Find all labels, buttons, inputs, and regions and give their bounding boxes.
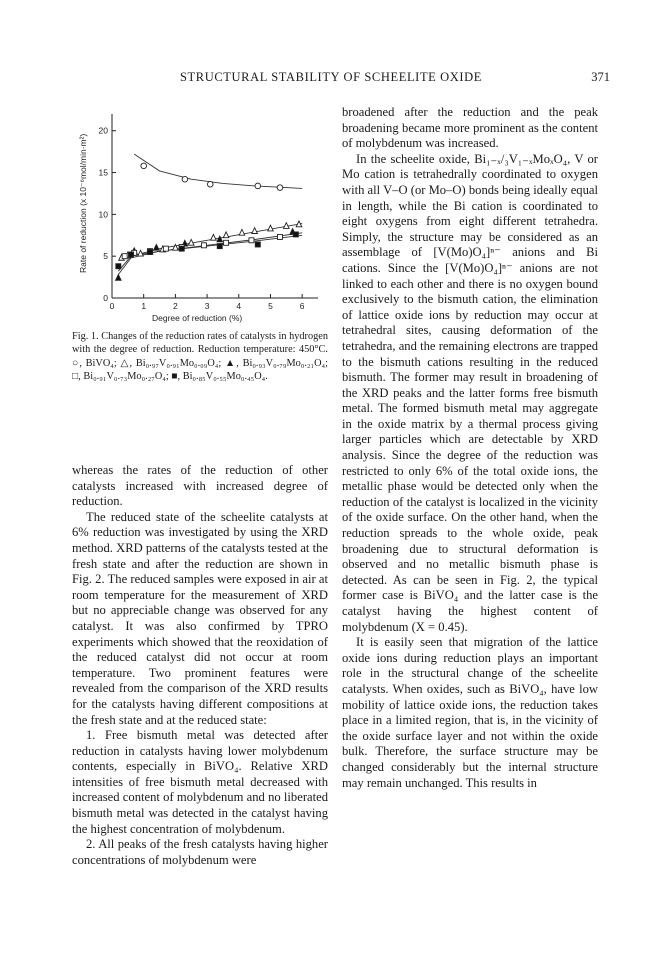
right-column-text	[342, 105, 598, 791]
data-point-circle	[207, 181, 213, 187]
x-tick-label: 0	[109, 301, 115, 311]
x-tick-label: 2	[173, 301, 178, 311]
data-point-triangle	[154, 244, 160, 250]
data-point-square	[277, 234, 282, 239]
x-tick-label: 3	[204, 301, 210, 311]
data-point-square	[217, 244, 222, 249]
data-point-triangle	[211, 234, 217, 240]
x-tick-label: 5	[268, 301, 273, 311]
running-title: STRUCTURAL STABILITY OF SCHEELITE OXIDE	[180, 70, 483, 84]
left-column-text	[72, 463, 328, 868]
paragraph: 1. Free bismuth metal was detected after reduction in catalysts having lower molybdenum contents, especially in BiVO₄. Relative XRD intensities of free bismuth metal decreased with increased content of molybdenum and no liberated bismuth metal was detected in the catalyst having the highest concentration of molybdenum.	[72, 728, 328, 836]
paragraph: The reduced state of the scheelite catalysts at 6% reduction was investigated by using the XRD method. XRD patterns of the catalysts tested at the fresh state and after the reduction are shown in Fig. 2. The reduced samples were exposed in air at room temperature for the measurement of XRD but no appreciable change was observed for any catalyst. It was also confirmed by TPRO experiments which showed that the reoxidation of the reduced catalyst did not occur at room temperature. Two prominent features were revealed from the comparison of the XRD results for the catalysts having different compositions at the fresh state and at the reduced state:	[72, 509, 328, 727]
data-point-triangle	[223, 232, 229, 238]
data-point-square	[129, 252, 134, 257]
chart-marks	[116, 163, 302, 280]
figure-1	[72, 108, 328, 328]
y-axis-label: Rate of reduction (x 10⁻⁶mol/min·m²)	[78, 133, 88, 273]
data-point-triangle	[268, 225, 274, 231]
y-tick-label: 5	[103, 251, 108, 262]
page-header	[70, 70, 610, 90]
data-point-square	[163, 246, 168, 251]
fit-curve	[134, 154, 302, 188]
x-tick-label: 1	[141, 301, 147, 311]
y-tick-label: 10	[98, 209, 108, 220]
paragraph: It is easily seen that migration of the lattice oxide ions during reduction plays an important role in the structural change of the scheelite catalysts. When oxides, such as BiVO₄, have low mobility of lattice oxide ions, the reduction takes place in a limited region, that is, in the vicinity of the oxide surface layer and not within the oxide bulk. Therefore, the surface structure may be changed considerably but the internal structure may remain unchanged. This results in	[342, 635, 598, 790]
y-tick-label: 15	[98, 167, 108, 178]
y-tick-label: 0	[103, 293, 108, 303]
data-point-square	[255, 242, 260, 247]
paragraph: broadened after the reduction and the peak broadening became more prominent as the content of molybdenum was increased.	[342, 105, 598, 151]
figure-caption: Fig. 1. Changes of the reduction rates of catalysts in hydrogen with the degree of reduction. Reduction temperature: 450°C. ○, BiVO₄; △, Bi₀.₉₇V₀.₉₁Mo₀.₀₉O₄; ▲, Bi₀.₉₃V₀.₇₉Mo₀.₂₁O₄; □, Bi₀.₉₁V₀.₇₃Mo₀.₂₇O₄; ■, Bi₀.₈₅V₀.₅₅Mo₀.₄₅O₄.	[72, 331, 328, 383]
chart-axes	[99, 114, 318, 311]
x-axis-label: Degree of reduction (%)	[152, 313, 243, 323]
data-point-square	[179, 246, 184, 251]
fit-curve	[118, 224, 302, 272]
data-point-circle	[141, 163, 147, 169]
reduction-rate-chart	[72, 108, 328, 328]
data-point-square	[249, 238, 254, 243]
page-number: 371	[591, 70, 610, 84]
data-point-circle	[182, 176, 188, 182]
data-point-square	[224, 240, 229, 245]
data-point-triangle	[217, 236, 223, 242]
data-point-square	[148, 250, 153, 255]
data-point-triangle	[239, 229, 245, 235]
paragraph: whereas the rates of the reduction of other catalysts increased with increased degree of reduction.	[72, 463, 328, 509]
y-tick-label: 20	[98, 125, 108, 136]
x-tick-label: 6	[299, 301, 305, 311]
chart-fit-curves	[118, 154, 302, 275]
x-tick-label: 4	[236, 301, 242, 311]
data-point-square	[116, 264, 121, 269]
data-point-square	[201, 243, 206, 248]
data-point-triangle	[116, 275, 122, 281]
data-point-triangle	[252, 228, 258, 234]
paragraph: In the scheelite oxide, Bi₁₋ₓ/₃V₁₋ₓMoₓO₄, V or Mo cation is tetrahedrally coordinated to oxygen with all V–O (or Mo–O) bonds being ideally equal in length, while the Bi cation is coordinated to eight oxygens from eight different tetrahedra. Simply, the structure may be considered as an assemblage of [V(Mo)O₄]ⁿ⁻ anions and Bi cations. Since the [V(Mo)O₄]ⁿ⁻ anions are not linked to each other and there is no oxygen bound exclusively to the bismuth cation, the elimination of lattice oxide ions by reduction may occur at tetrahedral sites, causing deformation of the tetrahedra, and the remaining electrons are trapped to the bismuth cations resulting in the reduced bismuth. The former may result in broadening of the XRD peaks and the latter forms free bismuth metal. The formed bismuth metal may aggregate in the oxide matrix by a thermal process giving larger particles which are detectable by XRD analysis. Since the degree of the reduction was restricted to only 6% of the total oxide ions, the metallic phase would be detected only when the reduction of the catalyst is localized in the vicinity of the oxide surface. On the other hand, when the reduction spreads to the whole oxide, peak broadening due to structural deformation is observed and no metallic bismuth phase is detected. As can be seen in Fig. 2, the typical former case is BiVO₄ and the latter case is the catalyst having the highest content of molybdenum (X = 0.45).	[342, 151, 598, 634]
data-point-square	[122, 254, 127, 259]
paragraph: 2. All peaks of the fresh catalysts having higher concentrations of molybdenum were	[72, 837, 328, 867]
data-point-square	[293, 232, 298, 237]
data-point-circle	[255, 183, 261, 189]
data-point-circle	[277, 185, 283, 191]
